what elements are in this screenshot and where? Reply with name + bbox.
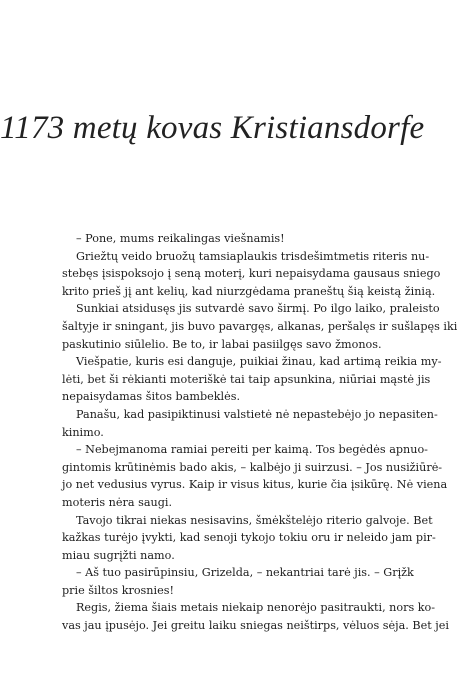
text-line: jo net vedusius vyrus. Kaip ir visus kitus, kurie čia įsikūrę. Nė viena: [62, 478, 448, 492]
text-line: stebęs įsispoksojo į seną moterį, kuri nepaisydama gausaus sniego: [62, 267, 441, 281]
text-line: nepaisydamas šitos bambeklės.: [62, 390, 241, 404]
text-line: kažkas turėjo įvykti, kad senoji tykojo tokiu oru ir neleido jam pir-: [62, 531, 436, 545]
text-line: moteris nėra saugi.: [62, 495, 172, 509]
text-line: prie šiltos krosnies!: [62, 583, 174, 597]
text-line: – Aš tuo pasirūpinsiu, Grizelda, – nekantriai tarė jis. – Grįžk: [76, 566, 414, 580]
text-line: vas jau įpusėjo. Jei greitu laiku sniegas neištirps, vėluos sėja. Bet jei: [62, 619, 449, 633]
text-line: kinimo.: [62, 425, 104, 439]
text-line: – Pone, mums reikalingas viešnamis!: [76, 232, 285, 245]
text-line: paskutinio siūlelio. Be to, ir labai pasiilgęs savo žmonos.: [62, 337, 382, 351]
text-line: Tavojo tikrai niekas nesisavins, šmėkštelėjo riterio galvoje. Bet: [76, 513, 433, 527]
text-line: šaltyje ir sningant, jis buvo pavargęs, alkanas, peršalęs ir sušlapęs iki: [62, 319, 457, 333]
text-line: Sunkiai atsidusęs jis sutvardė savo širmį. Po ilgo laiko, praleisto: [76, 302, 440, 316]
text-line: Regis, žiema šiais metais niekaip nenorėjo pasitraukti, nors ko-: [76, 601, 436, 615]
text-line: – Nebejmanoma ramiai pereiti per kaimą. Tos begėdės apnuo-: [76, 443, 428, 457]
chapter-title: 1173 metų kovas Kristiansdorfe: [0, 110, 425, 146]
text-line: krito prieš jį ant kelių, kad niurzgėdama praneštų šią keistą žinią.: [62, 284, 436, 298]
text-line: lėti, bet ši rėkianti moteriškė tai taip apsunkina, niūriai mąstė jis: [62, 372, 431, 386]
text-line: miau sugrįžti namo.: [62, 548, 175, 562]
body-text: [62, 230, 457, 635]
text-line: gintomis krūtinėmis bado akis, – kalbėjo ji suirzusi. – Jos nusižiūrė-: [62, 460, 443, 474]
text-line: Griežtų veido bruožų tamsiaplaukis trisdešimtmetis riteris nu-: [76, 249, 430, 263]
text-line: Panašu, kad pasipiktinusi valstietė nė nepastebėjo jo nepasiten-: [76, 407, 438, 421]
text-line: Viešpatie, kuris esi danguje, puikiai žinau, kad artimą reikia my-: [76, 355, 442, 369]
